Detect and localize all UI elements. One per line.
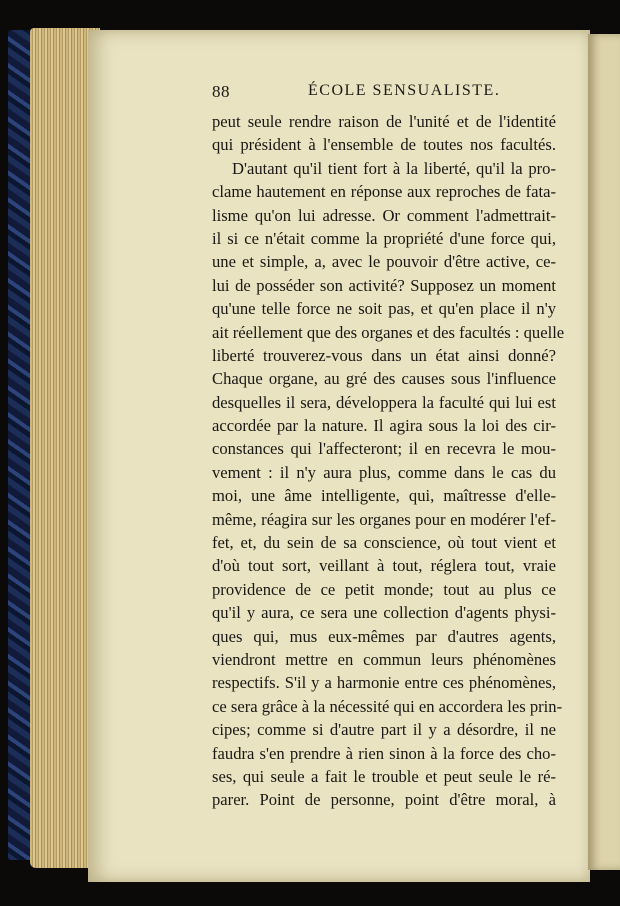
text-line: lisme qu'on lui adresse. Or comment l'admettrait- xyxy=(212,205,556,225)
text-line: parer. Point de personne, point d'être moral, à xyxy=(212,790,556,810)
text-line: cipes; comme si d'autre part il y a désordre, il ne xyxy=(212,720,556,740)
adjacent-page xyxy=(588,34,620,870)
text-line: même, réagira sur les organes pour en modérer l'ef- xyxy=(212,509,556,529)
text-line: qu'une telle force ne soit pas, et qu'en place il n'y xyxy=(212,299,556,319)
text-line: ait réellement que des organes et des facultés : quelle xyxy=(212,322,565,342)
text-line: lui de posséder son activité? Supposez un moment xyxy=(212,275,556,295)
text-line: accordée par la nature. Il agira sous la loi des cir- xyxy=(212,416,556,436)
text-line: clame hautement en réponse aux reproches de fata- xyxy=(212,182,556,202)
text-line: faudra s'en prendre à rien sinon à la force des cho- xyxy=(212,743,556,763)
text-line: Chaque organe, au gré des causes sous l'influence xyxy=(212,369,556,389)
text-line: providence de ce petit monde; tout au plus ce xyxy=(212,579,556,599)
text-line: ce sera grâce à la nécessité qui en accordera les prin- xyxy=(212,696,563,716)
text-line: respectifs. S'il y a harmonie entre ces phénomènes, xyxy=(212,673,556,693)
text-line: il si ce n'était comme la propriété d'une force qui, xyxy=(212,228,556,248)
text-line: viendront mettre en commun leurs phénomènes xyxy=(212,649,556,669)
text-line: qui président à l'ensemble de toutes nos facultés. xyxy=(212,135,556,155)
text-line: D'autant qu'il tient fort à la liberté, qu'il la pro- xyxy=(232,158,556,178)
running-title: ÉCOLE SENSUALISTE. xyxy=(308,82,501,99)
text-line: liberté trouverez-vous dans un état ainsi donné? xyxy=(212,345,556,365)
text-line: d'où tout sort, veillant à tout, réglera tout, vraie xyxy=(212,556,556,576)
text-line: une et simple, a, avec le pouvoir d'être active, ce- xyxy=(212,252,556,272)
text-line: ques qui, mus eux-mêmes par d'autres agents, xyxy=(212,626,556,646)
page-number: 88 xyxy=(212,82,230,101)
text-line: vement : il n'y aura plus, comme dans le cas du xyxy=(212,462,556,482)
text-line: ses, qui seule a fait le trouble et peut seule le ré- xyxy=(212,766,556,786)
text-line: moi, une âme intelligente, qui, maîtresse d'elle- xyxy=(212,486,556,506)
text-line: fet, et, du sein de sa conscience, où tout vient et xyxy=(212,533,556,553)
text-line: constances qui l'affecteront; il en recevra le mou- xyxy=(212,439,556,459)
text-line: peut seule rendre raison de l'unité et de l'identité xyxy=(212,112,556,131)
text-line: qu'il y aura, ce sera une collection d'agents physi- xyxy=(212,603,556,623)
text-line: desquelles il sera, développera la faculté qui lui est xyxy=(212,392,556,412)
body-text xyxy=(212,110,565,812)
